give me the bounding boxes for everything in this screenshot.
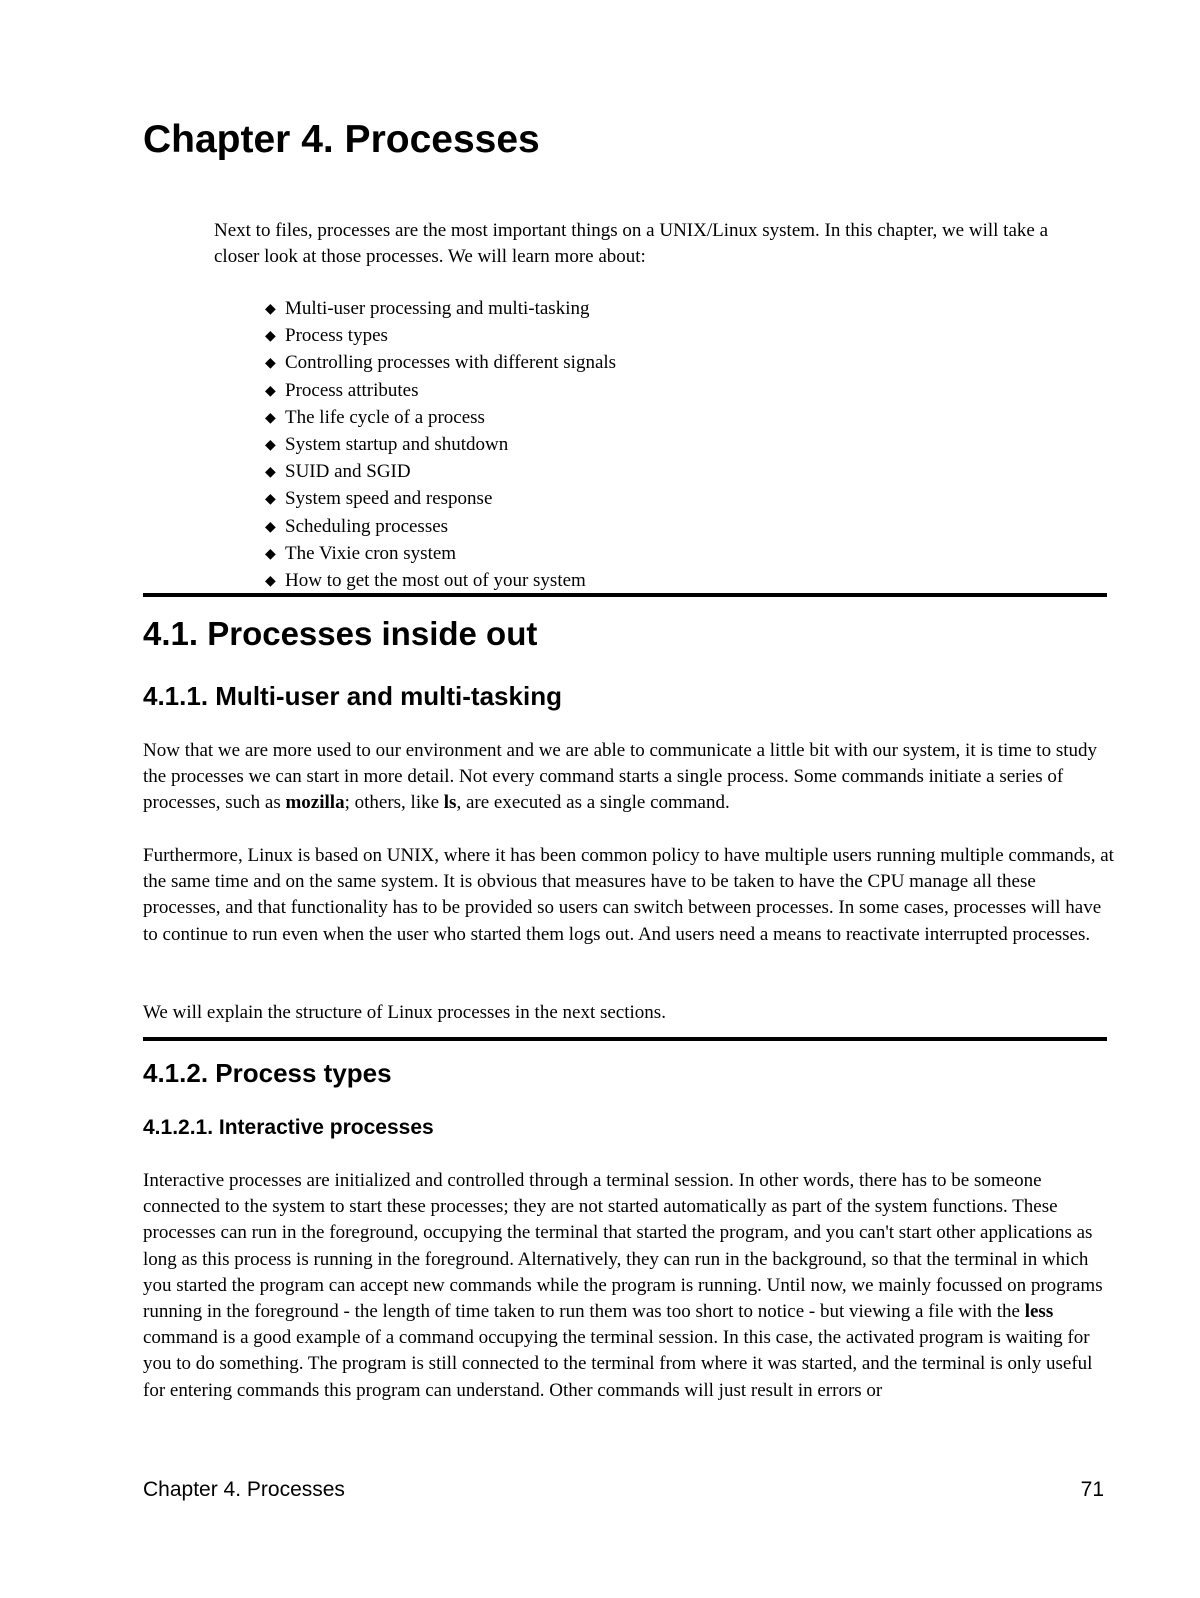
diamond-bullet-icon: ◆ xyxy=(265,410,276,426)
command-ls: ls xyxy=(443,792,457,814)
list-item xyxy=(265,514,616,541)
section-heading-4-1-2-1: 4.1.2.1. Interactive processes xyxy=(143,1116,434,1139)
diamond-bullet-icon: ◆ xyxy=(265,546,276,562)
diamond-bullet-icon: ◆ xyxy=(265,383,276,399)
list-item xyxy=(265,296,616,323)
list-item xyxy=(265,432,616,459)
paragraph-multi-user: Furthermore, Linux is based on UNIX, where it has been common policy to have multiple users running multiple commands, at the same time and on the same system. It is obvious that measures have to be taken to have the CPU manage all these processes, and that functionality has to be provided so users can switch between processes. In some cases, processes will have to continue to run even when the user who started them logs out. And users need a means to reactivate interrupted processes. xyxy=(143,845,1114,945)
list-item xyxy=(265,350,616,377)
diamond-bullet-icon: ◆ xyxy=(265,574,276,590)
list-item-text: Process types xyxy=(285,325,388,347)
diamond-bullet-icon: ◆ xyxy=(265,329,276,345)
paragraph-text: Now that we are more used to our environment and we are able to communicate a little bit with our system, it is time to study the processes we can start in more detail. Not every command starts a single process. Some commands initiate a series of processes, such as xyxy=(143,740,1097,814)
list-item xyxy=(265,323,616,350)
paragraph-text: , are executed as a single command. xyxy=(456,792,730,814)
list-item xyxy=(265,486,616,513)
diamond-bullet-icon: ◆ xyxy=(265,492,276,508)
list-item-text: The life cycle of a process xyxy=(285,406,485,428)
paragraph-intro-processes xyxy=(143,738,1118,817)
chapter-title: Chapter 4. Processes xyxy=(143,118,540,161)
paragraph-next-sections: We will explain the structure of Linux processes in the next sections. xyxy=(143,1002,666,1023)
section-divider xyxy=(143,1037,1107,1041)
list-item xyxy=(265,541,616,568)
list-item-text: Multi-user processing and multi-tasking xyxy=(285,298,590,319)
list-item-text: Controlling processes with different signals xyxy=(285,352,617,374)
diamond-bullet-icon: ◆ xyxy=(265,302,276,317)
list-item-text: SUID and SGID xyxy=(285,461,411,483)
section-heading-4-1: 4.1. Processes inside out xyxy=(143,615,538,652)
diamond-bullet-icon: ◆ xyxy=(265,356,276,372)
list-item-text: The Vixie cron system xyxy=(285,542,457,564)
diamond-bullet-icon: ◆ xyxy=(265,519,276,535)
intro-paragraph: Next to files, processes are the most important things on a UNIX/Linux system. In this chapter, we will take a closer look at those processes. We will learn more about: xyxy=(214,220,1048,267)
diamond-bullet-icon: ◆ xyxy=(265,465,276,481)
list-item xyxy=(265,568,616,595)
command-less: less xyxy=(1024,1301,1054,1323)
list-item xyxy=(265,459,616,486)
command-mozilla: mozilla xyxy=(285,792,345,814)
section-heading-4-1-1: 4.1.1. Multi-user and multi-tasking xyxy=(143,681,562,711)
topic-list xyxy=(265,296,616,595)
list-item-text: System speed and response xyxy=(285,488,493,510)
page-number: 71 xyxy=(1080,1478,1104,1501)
list-item-text: Process attributes xyxy=(285,379,419,401)
paragraph-text: command is a good example of a command occupying the terminal session. In this case, the activated program is waiting for you to do something. The program is still connected to the terminal from where it was started, and the terminal is only useful for entering commands this program can understand. Other commands will just result in errors or xyxy=(143,1327,1093,1401)
list-item-text: How to get the most out of your system xyxy=(285,570,586,592)
paragraph-text: ; others, like xyxy=(344,792,444,814)
section-heading-4-1-2: 4.1.2. Process types xyxy=(143,1058,392,1088)
paragraph-interactive-processes xyxy=(143,1168,1118,1404)
list-item xyxy=(265,378,616,405)
footer-chapter-title: Chapter 4. Processes xyxy=(143,1478,345,1501)
section-divider xyxy=(143,593,1107,597)
list-item-text: System startup and shutdown xyxy=(285,434,509,456)
list-item-text: Scheduling processes xyxy=(285,515,449,537)
list-item xyxy=(265,405,616,432)
paragraph-text: Interactive processes are initialized and controlled through a terminal session. In other words, there has to be someone connected to the system to start these processes; they are not started automatically as part of the system functions. These processes can run in the foreground, occupying the terminal that started the program, and you can't start other applications as long as this process is running in the foreground. Alternatively, they can run in the background, so that the terminal in which you started the program can accept new commands while the program is running. Until now, we mainly focussed on programs running in the foreground - the length of time taken to run them was too short to notice - but viewing a file with the xyxy=(143,1170,1103,1323)
diamond-bullet-icon: ◆ xyxy=(265,438,276,454)
